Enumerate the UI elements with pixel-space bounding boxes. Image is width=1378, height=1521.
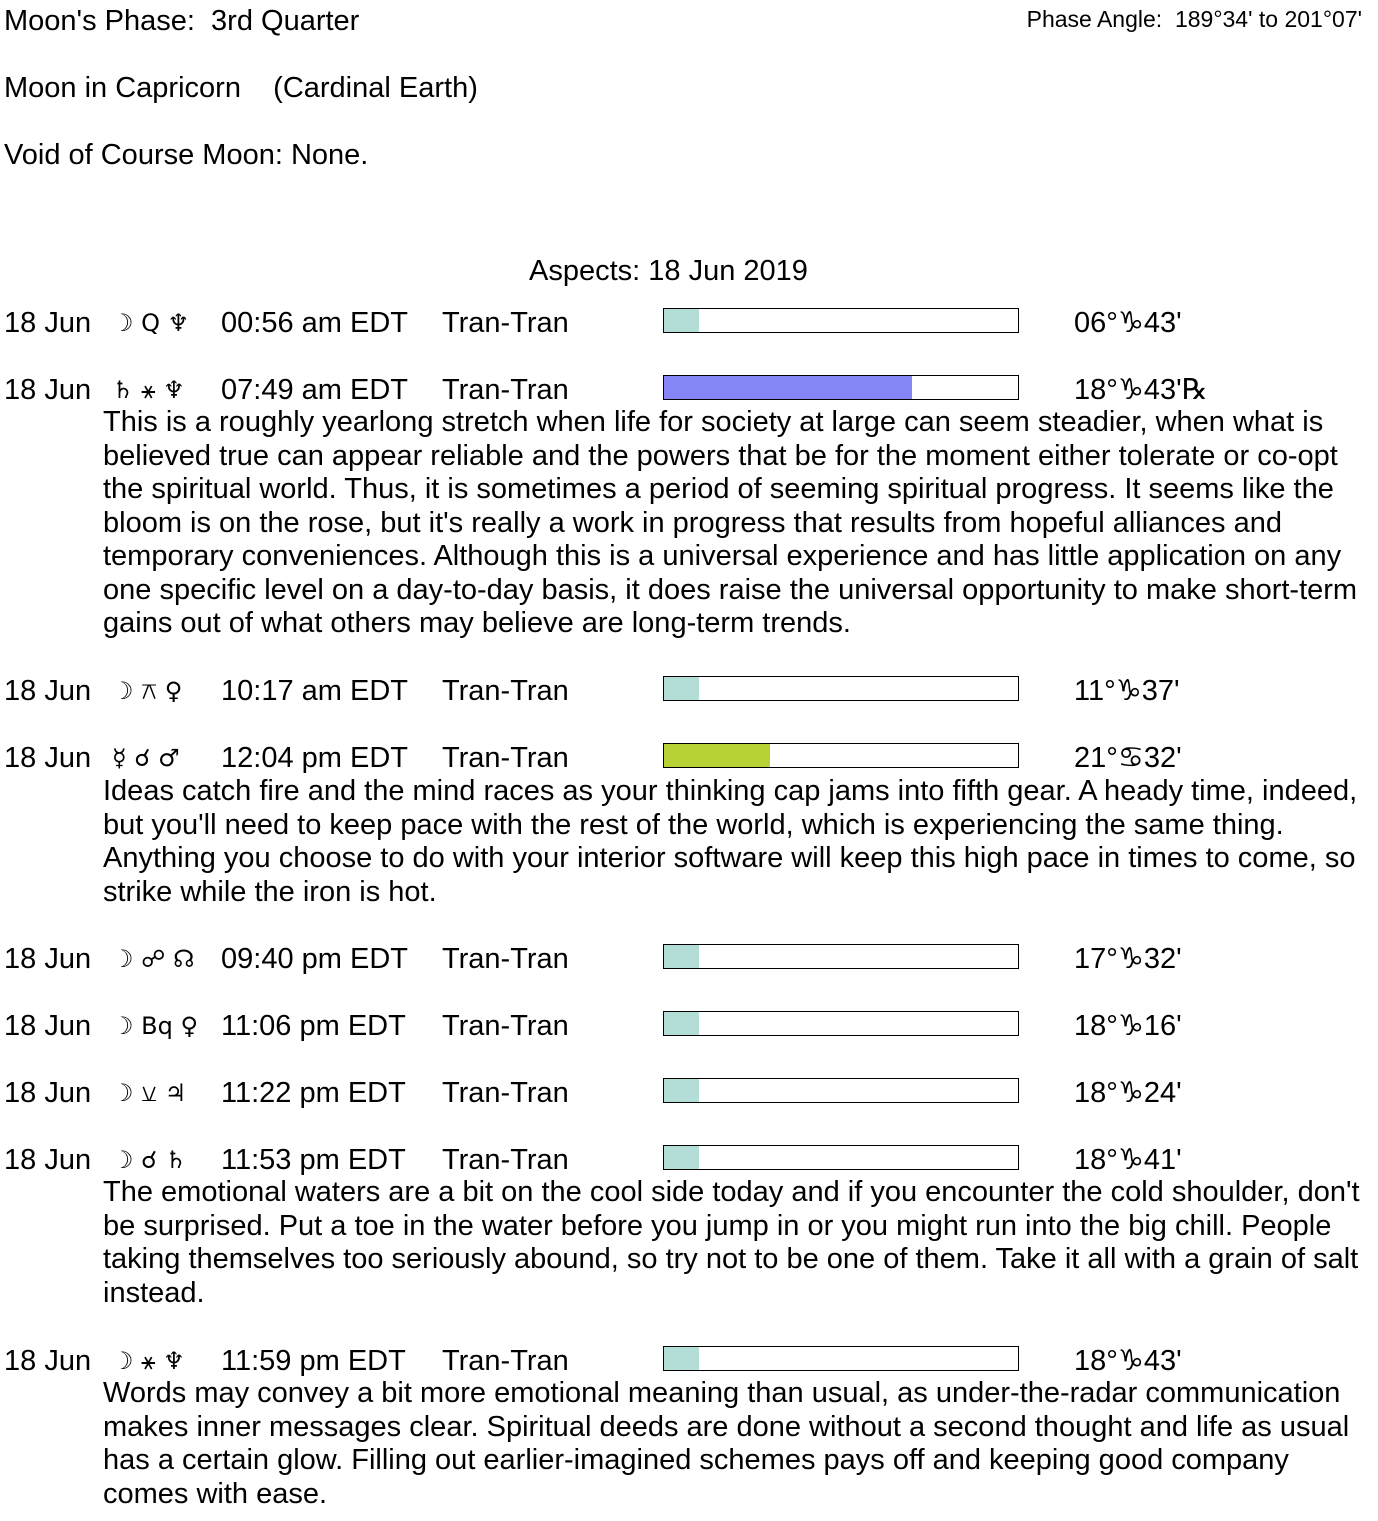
aspect-time: 09:40 pm EDT <box>221 943 408 975</box>
aspect-time: 11:53 pm EDT <box>221 1144 406 1176</box>
aspect-glyphs: ☽ ⚻ ♀ <box>112 677 183 705</box>
aspect-type: Tran-Tran <box>442 1010 569 1042</box>
aspect-description: The emotional waters are a bit on the cool side today and if you encounter the cold shoulder, don't be surprised. Put a toe in the water before you jump in or you might run into the big chill. People taking themselves too seriously abound, so try not to be one of them. Take it all with a grain of salt instead. <box>103 1176 1360 1309</box>
aspect-row <box>0 371 1378 409</box>
aspect-type: Tran-Tran <box>442 943 569 975</box>
aspect-time: 07:49 am EDT <box>221 374 408 406</box>
aspect-time: 10:17 am EDT <box>221 675 408 707</box>
aspect-type: Tran-Tran <box>442 742 569 774</box>
aspect-row <box>0 739 1378 777</box>
aspect-strength-bar <box>663 308 1019 333</box>
aspect-strength-bar <box>663 1346 1019 1371</box>
aspect-time: 11:06 pm EDT <box>221 1010 406 1042</box>
aspect-position: 18°♑41' <box>1074 1144 1182 1176</box>
aspect-type: Tran-Tran <box>442 1144 569 1176</box>
aspect-description: This is a roughly yearlong stretch when life for society at large can seem steadier, when what is believed true can appear reliable and the powers that be for the moment either tolerate or co-opt the spiritual world. Thus, it is sometimes a period of seeming spiritual progress. It seems like the bloom is on the rose, but it's really a work in progress that results from hopeful alliances and temporary conveniences. Although this is a universal experience and has little application on any one specific level on a day-to-day basis, it does raise the universal opportunity to make short-term gains out of what others may believe are long-term trends. <box>103 406 1358 639</box>
aspect-time: 11:22 pm EDT <box>221 1077 406 1109</box>
aspect-row <box>0 1141 1378 1179</box>
aspect-type: Tran-Tran <box>442 675 569 707</box>
aspect-strength-bar <box>663 1145 1019 1170</box>
aspect-glyphs: ☽ ☌ ♄ <box>112 1146 187 1174</box>
aspect-position: 18°♑24' <box>1074 1077 1182 1109</box>
aspect-row <box>0 1007 1378 1045</box>
aspect-position: 18°♑43'℞ <box>1074 374 1208 406</box>
moon-sign: Moon in Capricorn (Cardinal Earth) <box>4 72 478 104</box>
aspect-date: 18 Jun <box>4 374 92 406</box>
aspects-title: Aspects: 18 Jun 2019 <box>529 255 808 287</box>
aspect-date: 18 Jun <box>4 675 92 707</box>
aspect-strength-bar <box>663 1011 1019 1036</box>
aspect-position: 21°♋32' <box>1074 742 1182 774</box>
phase-angle: Phase Angle: 189°34' to 201°07' <box>1026 6 1362 32</box>
aspect-strength-fill <box>664 677 699 700</box>
aspect-row <box>0 1074 1378 1112</box>
aspect-row <box>0 940 1378 978</box>
aspect-strength-fill <box>664 1012 699 1035</box>
aspect-strength-bar <box>663 743 1019 768</box>
aspect-description: Words may convey a bit more emotional meaning than usual, as under-the-radar communication makes inner messages clear. Spiritual deeds are done without a second thought and life as usual has a certain glow. Filling out earlier-imagined schemes pays off and keeping good company comes with ease. <box>103 1377 1350 1510</box>
aspect-type: Tran-Tran <box>442 307 569 339</box>
aspect-time: 00:56 am EDT <box>221 307 408 339</box>
aspect-glyphs: ☽ ⚺ ♃ <box>112 1079 187 1107</box>
aspect-glyphs: ☽ ⚹ ♆ <box>112 1347 185 1375</box>
aspect-position: 18°♑43' <box>1074 1345 1182 1377</box>
aspect-type: Tran-Tran <box>442 1077 569 1109</box>
aspect-position: 06°♑43' <box>1074 307 1182 339</box>
aspect-strength-fill <box>664 1347 699 1370</box>
aspect-type: Tran-Tran <box>442 374 569 406</box>
aspect-glyphs: ☽ ☍ ☊ <box>112 945 195 973</box>
aspect-glyphs: ☽ Q ♆ <box>112 309 190 337</box>
aspect-position: 11°♑37' <box>1074 675 1180 707</box>
aspect-strength-bar <box>663 375 1019 400</box>
aspect-strength-fill <box>664 744 770 767</box>
aspect-glyphs: ☿ ☌ ♂ <box>112 744 180 772</box>
aspect-row <box>0 304 1378 342</box>
aspect-date: 18 Jun <box>4 307 92 339</box>
aspect-date: 18 Jun <box>4 1077 92 1109</box>
moon-phase: Moon's Phase: 3rd Quarter <box>4 5 360 37</box>
aspect-position: 18°♑16' <box>1074 1010 1182 1042</box>
aspect-strength-fill <box>664 945 699 968</box>
aspect-time: 12:04 pm EDT <box>221 742 408 774</box>
aspect-strength-bar <box>663 1078 1019 1103</box>
aspect-description: Ideas catch fire and the mind races as your thinking cap jams into fifth gear. A heady time, indeed, but you'll need to keep pace with the rest of the world, which is experiencing the same thing. Anything you choose to do with your interior software will keep this high pace in times to come, so strike while the iron is hot. <box>103 775 1358 908</box>
aspect-strength-bar <box>663 944 1019 969</box>
aspect-position: 17°♑32' <box>1074 943 1182 975</box>
aspect-date: 18 Jun <box>4 943 92 975</box>
aspect-row <box>0 672 1378 710</box>
aspect-strength-fill <box>664 1079 699 1102</box>
aspect-date: 18 Jun <box>4 742 92 774</box>
aspect-glyphs: ♄ ⚹ ♆ <box>112 376 185 404</box>
aspect-strength-fill <box>664 376 912 399</box>
aspect-date: 18 Jun <box>4 1144 92 1176</box>
aspect-strength-fill <box>664 1146 699 1169</box>
aspect-row <box>0 1342 1378 1380</box>
aspect-date: 18 Jun <box>4 1010 92 1042</box>
aspect-strength-fill <box>664 309 699 332</box>
void-of-course: Void of Course Moon: None. <box>4 139 369 171</box>
aspect-time: 11:59 pm EDT <box>221 1345 406 1377</box>
aspect-type: Tran-Tran <box>442 1345 569 1377</box>
aspect-glyphs: ☽ Bq ♀ <box>112 1012 199 1040</box>
aspect-date: 18 Jun <box>4 1345 92 1377</box>
aspect-strength-bar <box>663 676 1019 701</box>
